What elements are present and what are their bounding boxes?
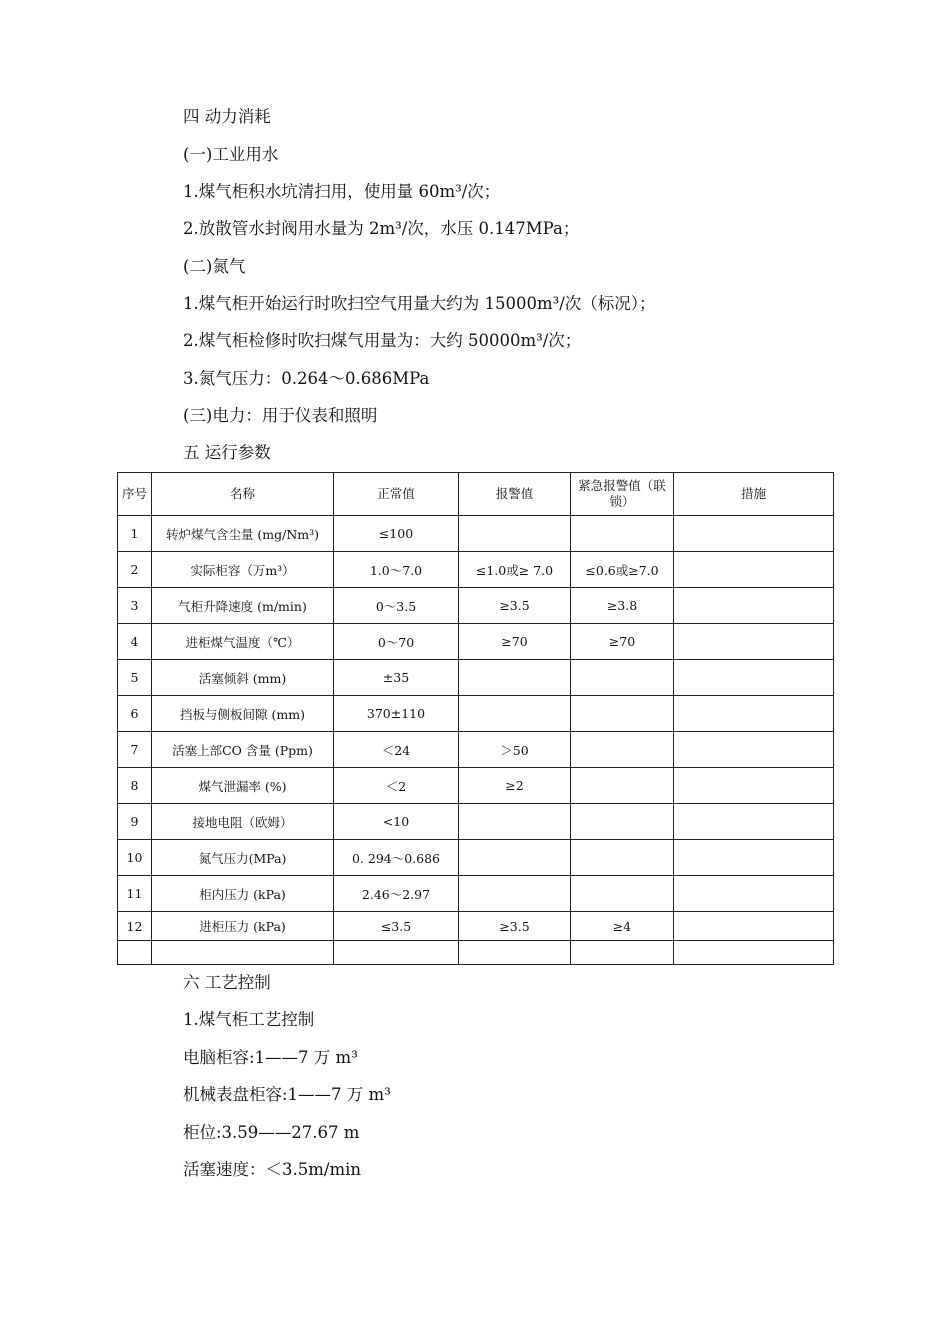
table-row bbox=[118, 588, 834, 624]
cell-measures bbox=[674, 804, 834, 840]
cell-emergency bbox=[571, 804, 674, 840]
cell-normal: ±35 bbox=[334, 660, 459, 696]
cell-index: 1 bbox=[118, 516, 152, 552]
cell-normal: ≤100 bbox=[334, 516, 459, 552]
text-line: 机械表盘柜容:1——7 万 m³ bbox=[183, 1085, 391, 1104]
cell-index: 6 bbox=[118, 696, 152, 732]
cell-measures bbox=[674, 876, 834, 912]
text-line: 2.放散管水封阀用水量为 2m³/次，水压 0.147MPa； bbox=[183, 219, 580, 238]
cell-index: 2 bbox=[118, 552, 152, 588]
cell-normal: 0. 294～0.686 bbox=[334, 840, 459, 876]
cell-name: 活塞倾斜 (mm) bbox=[152, 660, 334, 696]
table-row bbox=[118, 552, 834, 588]
table-row bbox=[118, 660, 834, 696]
cell-name: 转炉煤气含尘量 (mg/Nm³) bbox=[152, 516, 334, 552]
cell-name: 接地电阻（欧姆） bbox=[152, 804, 334, 840]
cell-measures bbox=[674, 660, 834, 696]
cell-name: 氮气压力(MPa) bbox=[152, 840, 334, 876]
cell-emergency bbox=[571, 696, 674, 732]
cell-measures bbox=[674, 912, 834, 941]
cell-emergency bbox=[571, 876, 674, 912]
table-header-row bbox=[118, 473, 834, 516]
text-line: 3.氮气压力：0.264～0.686MPa bbox=[183, 369, 430, 388]
cell-normal: 370±110 bbox=[334, 696, 459, 732]
cell-index: 5 bbox=[118, 660, 152, 696]
cell-normal bbox=[334, 941, 459, 965]
cell-name: 进柜煤气温度（℃） bbox=[152, 624, 334, 660]
cell-measures bbox=[674, 941, 834, 965]
cell-index: 11 bbox=[118, 876, 152, 912]
table-row bbox=[118, 912, 834, 941]
cell-measures bbox=[674, 552, 834, 588]
cell-normal: 0～3.5 bbox=[334, 588, 459, 624]
cell-name: 气柜升降速度 (m/min) bbox=[152, 588, 334, 624]
text-line: 活塞速度：＜3.5m/min bbox=[183, 1160, 361, 1179]
cell-normal: 0～70 bbox=[334, 624, 459, 660]
cell-alarm: ≥70 bbox=[459, 624, 571, 660]
cell-measures bbox=[674, 588, 834, 624]
cell-normal: <10 bbox=[334, 804, 459, 840]
cell-emergency bbox=[571, 516, 674, 552]
header-cell-name: 名称 bbox=[152, 473, 334, 516]
subsection-heading: 1.煤气柜工艺控制 bbox=[183, 1010, 315, 1029]
table-row bbox=[118, 696, 834, 732]
cell-index: 3 bbox=[118, 588, 152, 624]
cell-measures bbox=[674, 768, 834, 804]
cell-index: 12 bbox=[118, 912, 152, 941]
subsection-heading: (二)氮气 bbox=[183, 257, 246, 276]
subsection-heading: (一)工业用水 bbox=[183, 145, 279, 164]
cell-alarm bbox=[459, 941, 571, 965]
cell-alarm: ≤1.0或≥ 7.0 bbox=[459, 552, 571, 588]
cell-measures bbox=[674, 696, 834, 732]
header-cell-measures: 措施 bbox=[674, 473, 834, 516]
table-row bbox=[118, 840, 834, 876]
table-row bbox=[118, 804, 834, 840]
cell-index: 4 bbox=[118, 624, 152, 660]
section-heading: 五 运行参数 bbox=[183, 443, 271, 462]
table-row bbox=[118, 732, 834, 768]
header-cell-emergency: 紧急报警值（联锁） bbox=[571, 473, 674, 516]
cell-measures bbox=[674, 516, 834, 552]
operating-parameters-table bbox=[117, 472, 834, 965]
cell-name: 挡板与侧板间隙 (mm) bbox=[152, 696, 334, 732]
cell-alarm: ≥2 bbox=[459, 768, 571, 804]
cell-emergency: ≥3.8 bbox=[571, 588, 674, 624]
cell-alarm bbox=[459, 516, 571, 552]
cell-normal: 1.0～7.0 bbox=[334, 552, 459, 588]
cell-measures bbox=[674, 840, 834, 876]
table-row bbox=[118, 876, 834, 912]
cell-emergency: ≤0.6或≥7.0 bbox=[571, 552, 674, 588]
header-cell-index: 序号 bbox=[118, 473, 152, 516]
cell-alarm bbox=[459, 876, 571, 912]
cell-alarm: ＞50 bbox=[459, 732, 571, 768]
cell-alarm bbox=[459, 660, 571, 696]
cell-alarm bbox=[459, 840, 571, 876]
cell-measures bbox=[674, 732, 834, 768]
cell-index: 7 bbox=[118, 732, 152, 768]
text-line: 1.煤气柜积水坑清扫用，使用量 60m³/次； bbox=[183, 182, 501, 201]
text-line: 2.煤气柜检修时吹扫煤气用量为：大约 50000m³/次； bbox=[183, 331, 582, 350]
cell-alarm: ≥3.5 bbox=[459, 912, 571, 941]
cell-alarm: ≥3.5 bbox=[459, 588, 571, 624]
cell-index: 8 bbox=[118, 768, 152, 804]
section-heading: 四 动力消耗 bbox=[183, 107, 271, 126]
cell-index: 9 bbox=[118, 804, 152, 840]
cell-alarm bbox=[459, 804, 571, 840]
cell-emergency: ≥70 bbox=[571, 624, 674, 660]
cell-emergency: ≥4 bbox=[571, 912, 674, 941]
cell-normal: ＜2 bbox=[334, 768, 459, 804]
table-row bbox=[118, 941, 834, 965]
cell-emergency bbox=[571, 840, 674, 876]
header-cell-normal: 正常值 bbox=[334, 473, 459, 516]
cell-emergency bbox=[571, 660, 674, 696]
subsection-heading: (三)电力：用于仪表和照明 bbox=[183, 406, 378, 425]
text-line: 柜位:3.59——27.67 m bbox=[183, 1123, 360, 1142]
header-cell-alarm: 报警值 bbox=[459, 473, 571, 516]
cell-name: 实际柜容（万m³） bbox=[152, 552, 334, 588]
cell-emergency bbox=[571, 768, 674, 804]
cell-normal: ≤3.5 bbox=[334, 912, 459, 941]
cell-name: 活塞上部CO 含量 (Ppm) bbox=[152, 732, 334, 768]
cell-emergency bbox=[571, 941, 674, 965]
text-line: 电脑柜容:1——7 万 m³ bbox=[183, 1048, 358, 1067]
section-heading: 六 工艺控制 bbox=[183, 973, 271, 992]
cell-normal: ＜24 bbox=[334, 732, 459, 768]
table-row bbox=[118, 768, 834, 804]
cell-index bbox=[118, 941, 152, 965]
cell-name bbox=[152, 941, 334, 965]
cell-name: 进柜压力 (kPa) bbox=[152, 912, 334, 941]
text-line: 1.煤气柜开始运行时吹扫空气用量大约为 15000m³/次（标况）； bbox=[183, 294, 656, 313]
cell-emergency bbox=[571, 732, 674, 768]
table-row bbox=[118, 624, 834, 660]
cell-name: 煤气泄漏率 (%) bbox=[152, 768, 334, 804]
cell-index: 10 bbox=[118, 840, 152, 876]
table-row bbox=[118, 516, 834, 552]
cell-measures bbox=[674, 624, 834, 660]
cell-alarm bbox=[459, 696, 571, 732]
cell-name: 柜内压力 (kPa) bbox=[152, 876, 334, 912]
cell-normal: 2.46～2.97 bbox=[334, 876, 459, 912]
